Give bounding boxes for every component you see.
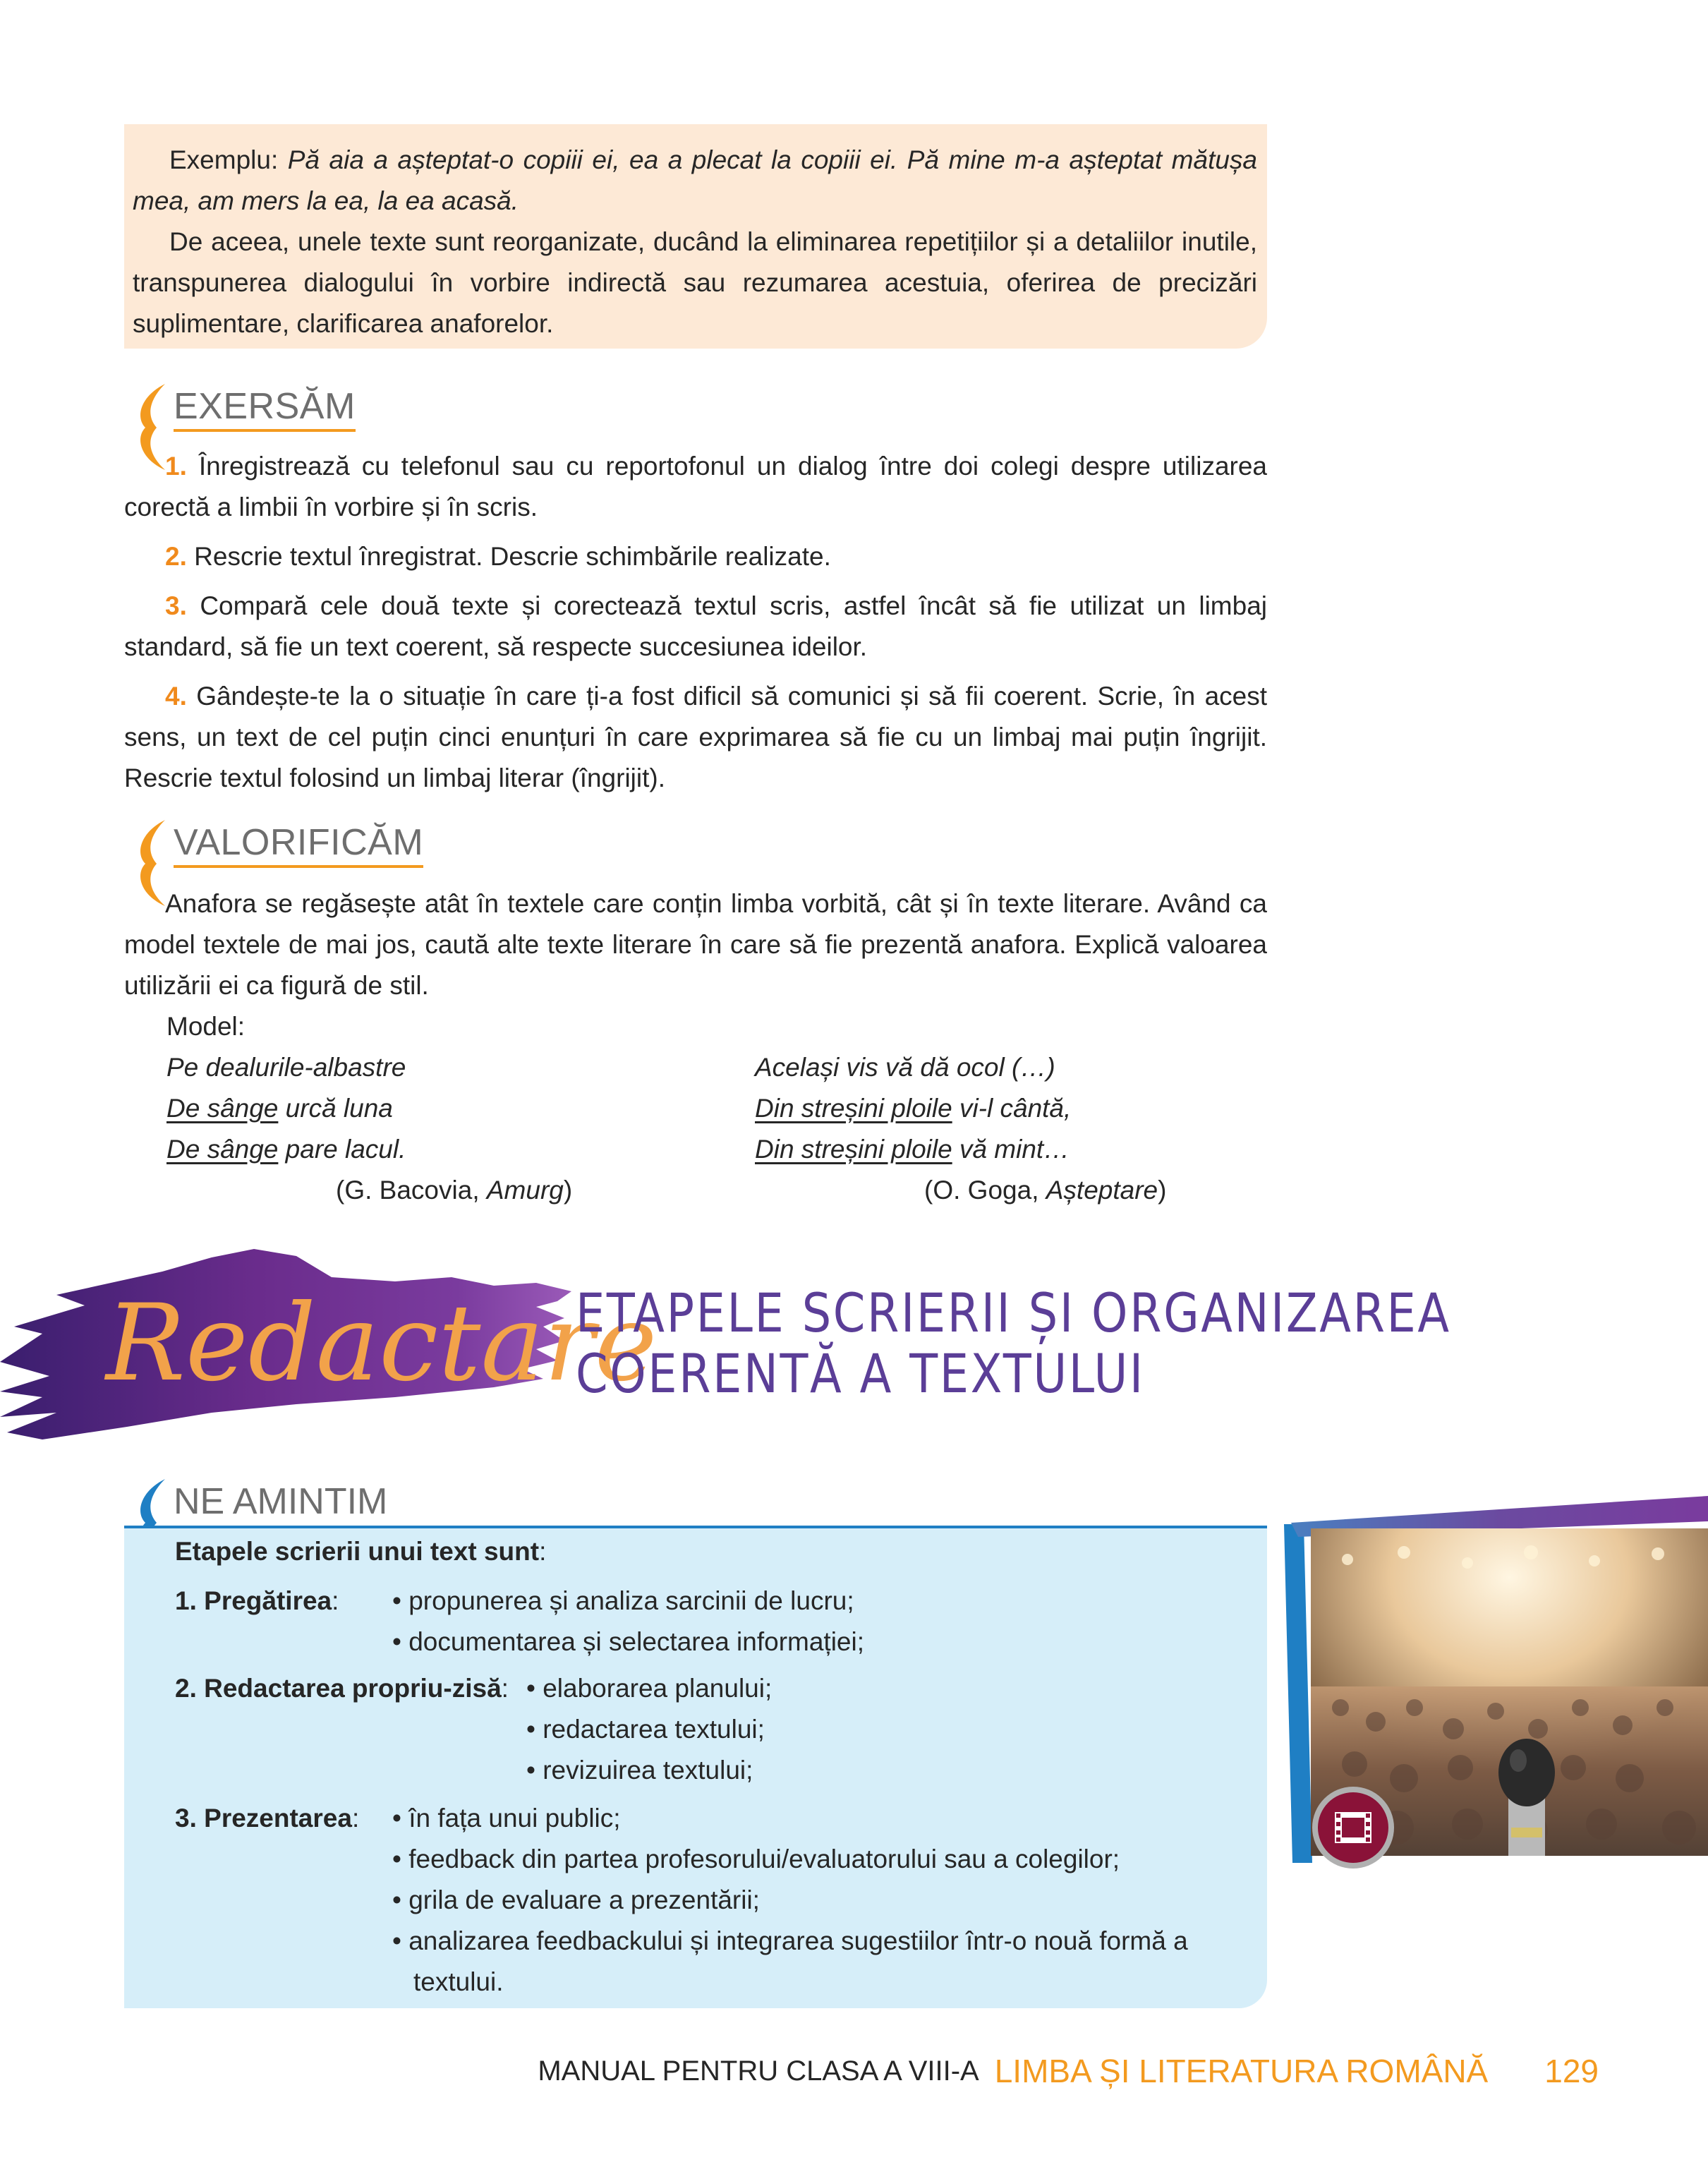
step-2-items: • elaborarea planului; • redactarea textului; • revizuirea textului; bbox=[526, 1674, 773, 1785]
poem-goga: Același vis vă dă ocol (…) Din streșini ploile vi-l cântă, Din streșini ploile vă mint… (O. Goga, Așteptare) bbox=[755, 1047, 1166, 1211]
redactare-brush-word: Redactare bbox=[106, 1282, 658, 1405]
valorificam-text: Anafora se regăsește atât în textele care conțin limba vorbită, cât și în texte literare. Având ca model textele de mai jos, caută alte texte literare în care să fie prezentă anafora. Explică valoarea utilizării ei ca figură de stil. bbox=[124, 889, 1267, 1000]
valorificam-title: VALORIFICĂM bbox=[174, 823, 423, 868]
example-label: Exemplu: bbox=[169, 145, 279, 174]
redactare-title: ETAPELE SCRIERII ȘI ORGANIZAREA COERENTĂ A TEXTULUI bbox=[576, 1281, 1451, 1405]
ne-amintim-intro: Etapele scrierii unui text sunt: bbox=[175, 1537, 547, 1566]
exersam-item-2: 2. Rescrie textul înregistrat. Descrie schimbările realizate. bbox=[165, 542, 831, 571]
step-2-label: 2. Redactarea propriu-zisă: bbox=[175, 1674, 509, 1703]
poem-goga-source: (O. Goga, Așteptare) bbox=[924, 1176, 1167, 1205]
ne-amintim-rule bbox=[124, 1526, 1267, 1528]
exersam-item-3: 3. Compară cele două texte și corectează textul scris, astfel încât să fie utilizat un limbaj standard, să fie un text coerent, să respecte succesiunea ideilor. bbox=[124, 591, 1268, 661]
film-icon bbox=[1312, 1787, 1394, 1869]
footer-manual: MANUAL PENTRU CLASA A VIII-A bbox=[538, 2055, 979, 2087]
example-box bbox=[124, 124, 1267, 349]
exersam-title: EXERSĂM bbox=[174, 387, 356, 432]
ne-amintim-title: NE AMINTIM bbox=[174, 1481, 388, 1522]
example-quote bbox=[133, 140, 1257, 222]
valorificam-text-block bbox=[124, 883, 1267, 1015]
page-footer bbox=[538, 2046, 1599, 2096]
footer-subject: LIMBA ȘI LITERATURA ROMÂNĂ bbox=[994, 2053, 1489, 2089]
poem-bacovia: Pe dealurile-albastre De sânge urcă luna De sânge pare lacul. (G. Bacovia, Amurg) bbox=[166, 1047, 572, 1211]
step-1-items: • propunerea și analiza sarcinii de lucru; • documentarea și selectarea informației; bbox=[392, 1586, 864, 1656]
step-1-label: 1. Pregătirea: bbox=[175, 1586, 339, 1615]
example-quote-text: Pă aia a așteptat-o copiii ei, ea a plecat la copiii ei. Pă mine m-a așteptat mătușa mea, am mers la ea, la ea acasă. bbox=[133, 145, 1258, 215]
poem-bacovia-source: (G. Bacovia, Amurg) bbox=[336, 1176, 573, 1205]
model-label: Model: bbox=[166, 1012, 246, 1041]
exersam-item-4: 4. Gândește-te la o situație în care ți-a fost dificil să comunici și să fii coerent. Scrie, în acest sens, un text de cel puțin cinci enunțuri în care exprimarea să fie cu un limbaj mai puțin îngrijit. Rescrie textul folosind un limbaj literar (îngrijit). bbox=[124, 682, 1267, 792]
step-3-label: 3. Prezentarea: bbox=[175, 1804, 360, 1833]
exersam-list bbox=[124, 446, 1267, 807]
exersam-item-1: 1. Înregistrează cu telefonul sau cu reportofonul un dialog între doi colegi despre utilizarea corectă a limbii în vorbire și în scris. bbox=[124, 452, 1268, 521]
page-number: 129 bbox=[1544, 2053, 1599, 2089]
step-3-items: • în fața unui public; • feedback din partea profesorului/evaluatorului sau a colegilor; • grila de evaluare a prezentării; • analizarea feedbackului și integrarea sugestiilor într-o nouă formă a textului. bbox=[392, 1804, 1188, 1996]
redactare-brush-banner bbox=[0, 1228, 658, 1454]
audience-photo bbox=[1284, 1496, 1708, 1891]
example-paragraph: De aceea, unele texte sunt reorganizate, ducând la eliminarea repetițiilor și a detaliilor inutile, transpunerea dialogului în vorbire indirectă sau rezumarea acestuia, oferirea de precizări suplimentare, clarificarea anaforelor. bbox=[133, 227, 1257, 338]
